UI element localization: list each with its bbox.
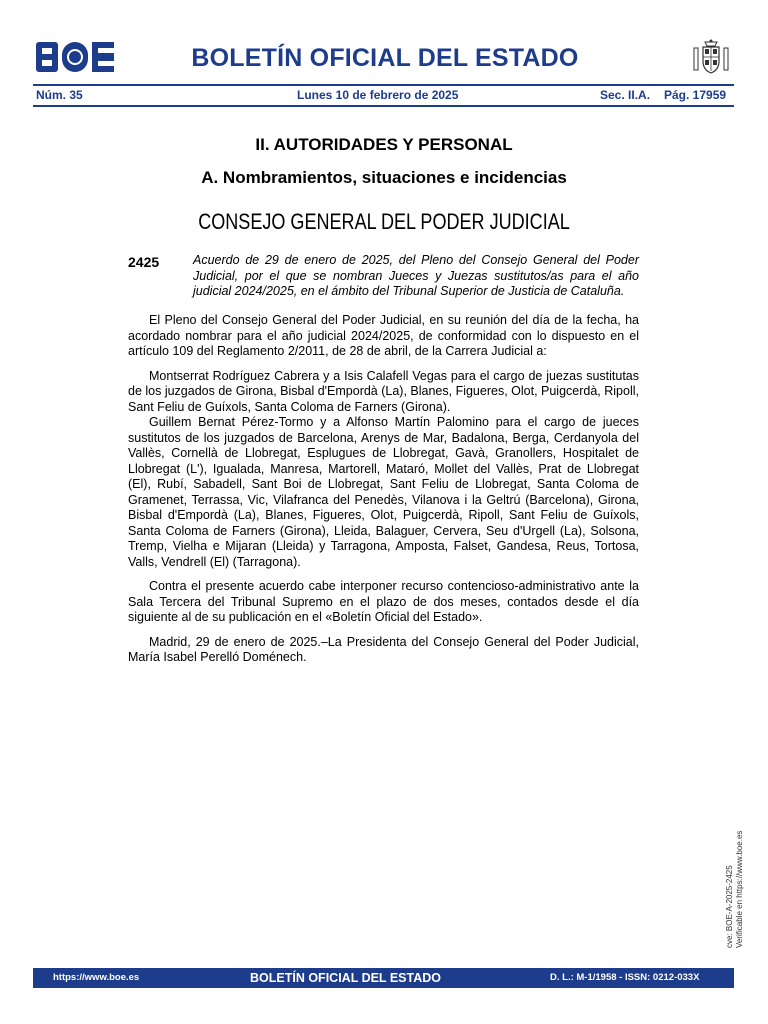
header-rule-top [33, 84, 734, 86]
section-title: II. AUTORIDADES Y PERSONAL [255, 135, 513, 154]
organization-heading: CONSEJO GENERAL DEL PODER JUDICIAL [198, 209, 570, 234]
cve-code: cve: BOE-A-2025-2425 [725, 865, 734, 948]
coat-of-arms-icon [691, 38, 731, 78]
boe-logo-icon[interactable] [36, 42, 114, 72]
disposition-summary: Acuerdo de 29 de enero de 2025, del Pleno del Consejo General del Poder Judicial, por el que se nombran Jueces y Juezas sustitutos/as para el año judicial 2024/2025, en el ámbito del Tribunal Superior de Justicia de Cataluña. [193, 253, 639, 298]
issue-date: Lunes 10 de febrero de 2025 [297, 88, 459, 102]
header-rule-bottom [33, 105, 734, 107]
body-paragraph-signature: Madrid, 29 de enero de 2025.–La Presidenta del Consejo General del Poder Judicial, María Isabel Perelló Doménech. [128, 634, 639, 664]
footer-title: BOLETÍN OFICIAL DEL ESTADO [250, 971, 441, 985]
section-code: Sec. II.A. [600, 88, 651, 102]
body-paragraph-intro: El Pleno del Consejo General del Poder Judicial, en su reunión del día de la fecha, ha acordado nombrar para el año judicial 2024/2025, de conformidad con lo dispuesto en el artículo 109 del Reglamento 2/2011, de 28 de abril, de la Carrera Judicial a: [128, 313, 639, 358]
body-paragraph-appeal: Contra el presente acuerdo cabe interponer recurso contencioso-administrativo ante la Sala Tercera del Tribunal Supremo en el plazo de dos meses, contados desde el día siguiente al de su publicación en el «Boletín Oficial del Estado». [128, 579, 639, 624]
document-body [128, 313, 639, 675]
verification-link[interactable]: Verificable en https://www.boe.es [735, 830, 744, 948]
body-paragraph-appointment-1: Montserrat Rodríguez Cabrera y a Isis Calafell Vegas para el cargo de juezas sustitutas de los juzgados de Girona, Bisbal d'Empordà (La), Blanes, Figueres, Olot, Puigcerdà, Ripoll, Sant Feliu de Guíxols, Santa Coloma de Farners (Girona). [128, 368, 639, 414]
footer-legal: D. L.: M-1/1958 - ISSN: 0212-033X [550, 972, 700, 983]
footer-bar [33, 968, 734, 988]
verification-sidebar [725, 788, 745, 948]
section-subtitle: A. Nombramientos, situaciones e incidencias [201, 168, 567, 187]
page-number: Pág. 17959 [664, 88, 727, 102]
footer-url-link[interactable]: https://www.boe.es [53, 972, 140, 983]
masthead-title: BOLETÍN OFICIAL DEL ESTADO [191, 44, 579, 72]
body-paragraph-appointment-2: Guillem Bernat Pérez-Tormo y a Alfonso Martín Palomino para el cargo de jueces sustitutos de los juzgados de Barcelona, Arenys de Mar, Badalona, Berga, Cerdanyola del Vallès, Cornellà de Llobregat, Esplugues de Llobregat, Gavà, Granollers, Hospitalet de Llobregat (L'), Igualada, Manresa, Martorell, Mataró, Mollet del Vallès, Prat de Llobregat (El), Rubí, Sabadell, Sant Boi de Llobregat, Sant Feliu de Llobregat, Santa Coloma de Gramenet, Terrassa, Vic, Vilafranca del Penedès, Vilanova i la Geltrú (Barcelona), Girona, Bisbal d'Empordà (La), Blanes, Figueres, Olot, Puigcerdà, Ripoll, Sant Feliu de Guíxols, Santa Coloma de Farners (Girona), Lleida, Balaguer, Cervera, Seu d'Urgell (La), Solsona, Tremp, Vielha e Mijaran (Lleida) y Tarragona, Amposta, Falset, Gandesa, Reus, Tortosa, Valls, Vendrell (El) (Tarragona). [128, 415, 639, 569]
issue-number: Núm. 35 [36, 88, 83, 102]
disposition-number: 2425 [128, 254, 160, 270]
